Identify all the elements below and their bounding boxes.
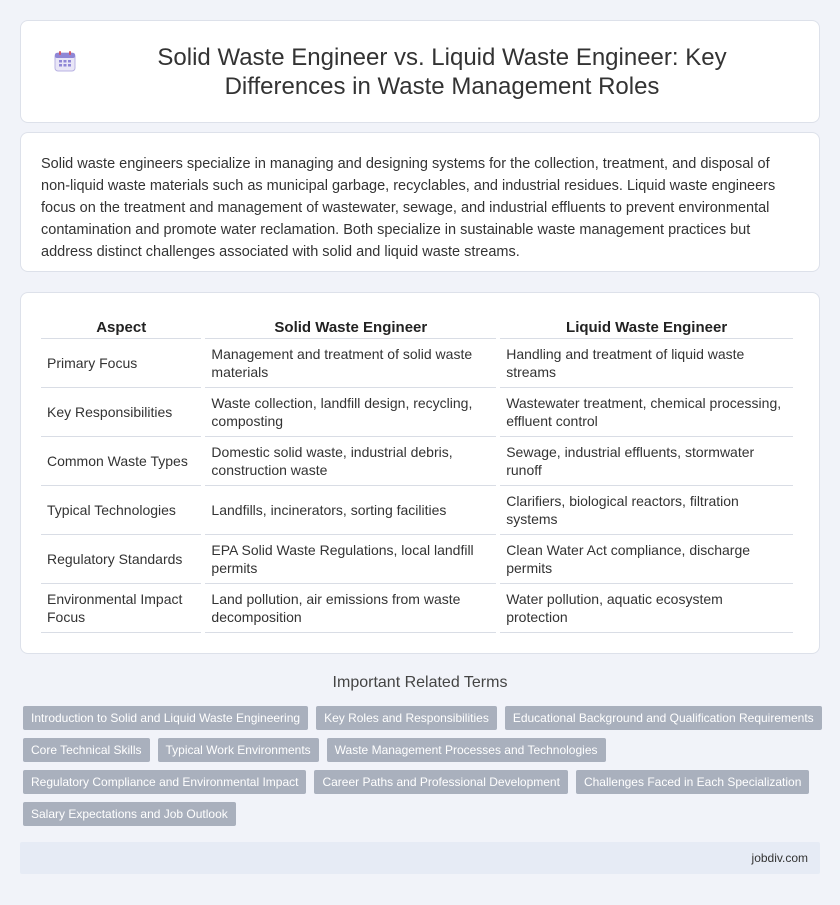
related-term-tag[interactable]: Waste Management Processes and Technologies [327,738,606,762]
cell-liquid: Handling and treatment of liquid waste streams [500,339,793,388]
related-term-tag[interactable]: Core Technical Skills [23,738,150,762]
cell-solid: Waste collection, landfill design, recycling, composting [205,388,496,437]
cell-liquid: Sewage, industrial effluents, stormwater runoff [500,437,793,486]
cell-liquid: Wastewater treatment, chemical processing, effluent control [500,388,793,437]
footer-site-link[interactable]: jobdiv.com [751,851,808,865]
related-term-tag[interactable]: Typical Work Environments [158,738,319,762]
cell-aspect: Regulatory Standards [41,535,201,584]
related-term-tag[interactable]: Career Paths and Professional Development [314,770,567,794]
cell-solid: EPA Solid Waste Regulations, local landfill permits [205,535,496,584]
related-terms-title: Important Related Terms [332,674,508,691]
cell-aspect: Common Waste Types [41,437,201,486]
cell-aspect: Environmental Impact Focus [41,584,201,633]
cell-solid: Domestic solid waste, industrial debris, construction waste [205,437,496,486]
cell-solid: Management and treatment of solid waste materials [205,339,496,388]
related-term-tag[interactable]: Challenges Faced in Each Specialization [576,770,809,794]
cell-liquid: Water pollution, aquatic ecosystem protection [500,584,793,633]
header-aspect: Aspect [41,313,201,339]
page-title: Solid Waste Engineer vs. Liquid Waste Engineer: Key Differences in Waste Management Roles [157,43,727,100]
related-terms-list [23,706,823,834]
related-term-tag[interactable]: Educational Background and Qualification Requirements [505,706,822,730]
calendar-icon [53,49,77,73]
cell-aspect: Key Responsibilities [41,388,201,437]
table-header-row [41,313,793,339]
header-liquid: Liquid Waste Engineer [500,313,793,339]
header-solid: Solid Waste Engineer [205,313,496,339]
cell-liquid: Clean Water Act compliance, discharge permits [500,535,793,584]
table-row [41,437,793,486]
comparison-card [20,292,820,654]
cell-solid: Landfills, incinerators, sorting facilities [205,486,496,535]
intro-text: Solid waste engineers specialize in managing and designing systems for the collection, treatment, and disposal of non-liquid waste materials such as municipal garbage, recyclables, and industrial residues. Liquid waste engineers focus on the treatment and management of wastewater, sewage, and industrial effluents to prevent environmental contamination and promote water reclamation. Both specialize in sustainable waste management practices but address distinct challenges associated with solid and liquid waste streams. [41,156,776,260]
related-term-tag[interactable]: Introduction to Solid and Liquid Waste Engineering [23,706,308,730]
cell-aspect: Primary Focus [41,339,201,388]
related-term-tag[interactable]: Regulatory Compliance and Environmental Impact [23,770,306,794]
header-card [20,20,820,123]
cell-aspect: Typical Technologies [41,486,201,535]
table-row [41,339,793,388]
table-row [41,388,793,437]
table-row [41,486,793,535]
comparison-table [37,313,797,633]
related-term-tag[interactable]: Key Roles and Responsibilities [316,706,497,730]
table-row [41,584,793,633]
table-row [41,535,793,584]
cell-solid: Land pollution, air emissions from waste decomposition [205,584,496,633]
intro-card [20,132,820,272]
cell-liquid: Clarifiers, biological reactors, filtration systems [500,486,793,535]
footer [20,842,820,874]
related-term-tag[interactable]: Salary Expectations and Job Outlook [23,802,236,826]
